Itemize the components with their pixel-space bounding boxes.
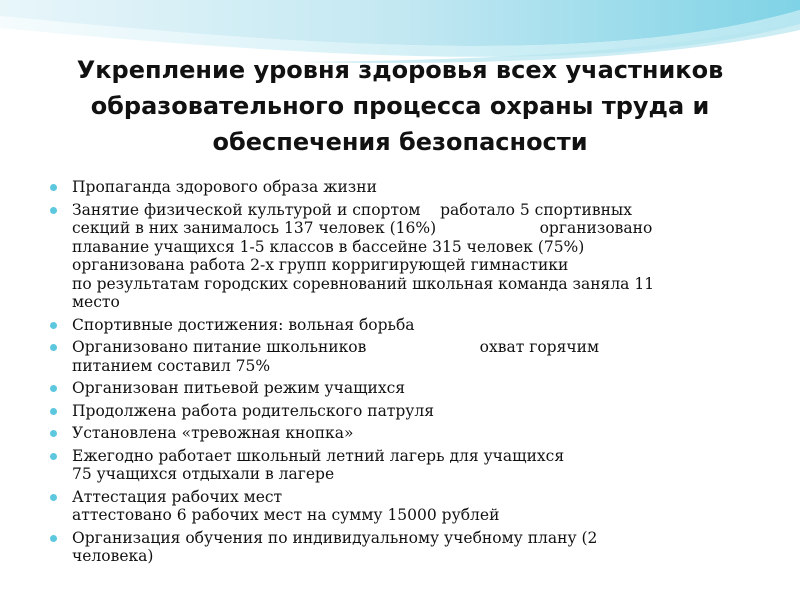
bullet-dot-icon <box>50 408 57 415</box>
list-item-text: 75 учащихся отдыхали в лагере <box>72 465 335 483</box>
bullet-dot-icon <box>50 184 57 191</box>
list-item <box>48 447 738 484</box>
bullet-dot-icon <box>50 207 57 214</box>
list-item-text: человека) <box>72 547 154 565</box>
bullet-dot-icon <box>50 385 57 392</box>
list-item <box>48 201 738 312</box>
slide-title <box>20 52 780 160</box>
bullet-dot-icon <box>50 344 57 351</box>
slide-title-line: образовательного процесса охраны труда и <box>90 92 710 120</box>
list-item-text: Ежегодно работает школьный летний лагерь для учащихся <box>72 446 565 465</box>
list-item-text: Занятие физической культурой и спортом работало 5 спортивных <box>72 200 632 219</box>
list-item-text: организована работа 2-х групп корригирующей гимнастики <box>72 256 569 274</box>
bullet-list <box>48 178 738 566</box>
list-item-text: Продолжена работа родительского патруля <box>72 401 435 420</box>
slide-title-line: Укрепление уровня здоровья всех участников <box>76 56 724 84</box>
list-item <box>48 338 738 375</box>
list-item-text: Пропаганда здорового образа жизни <box>72 178 377 196</box>
list-item <box>48 488 738 525</box>
list-item-text: аттестовано 6 рабочих мест на сумму 15000 рублей <box>72 506 500 524</box>
list-item <box>48 424 738 443</box>
list-item <box>48 402 738 421</box>
list-item-text: плавание учащихся 1-5 классов в бассейне 315 человек (75%) <box>72 237 585 256</box>
list-item <box>48 178 738 197</box>
list-item-text: Организация обучения по индивидуальному учебному плану (2 <box>72 528 598 547</box>
list-item <box>48 379 738 398</box>
list-item-text: Организован питьевой режим учащихся <box>72 379 406 397</box>
list-item-text: по результатам городских соревнований школьная команда заняла 11 <box>72 274 655 293</box>
list-item-text: Аттестация рабочих мест <box>72 487 283 506</box>
bullet-dot-icon <box>50 453 57 460</box>
list-item <box>48 316 738 335</box>
list-item-text: место <box>72 293 120 311</box>
list-item-text: Установлена «тревожная кнопка» <box>72 424 354 442</box>
bullet-dot-icon <box>50 535 57 542</box>
list-item-text: Спортивные достижения: вольная борьба <box>72 315 415 334</box>
bullet-dot-icon <box>50 322 57 329</box>
list-item-text: питанием составил 75% <box>72 356 271 375</box>
list-item-text: Организовано питание школьников охват горячим <box>72 338 600 356</box>
bullet-dot-icon <box>50 494 57 501</box>
list-item-text: секций в них занималось 137 человек (16%) организовано <box>72 219 653 237</box>
slide-title-line: обеспечения безопасности <box>212 128 588 156</box>
list-item <box>48 529 738 566</box>
bullet-dot-icon <box>50 430 57 437</box>
slide-content <box>48 178 738 570</box>
